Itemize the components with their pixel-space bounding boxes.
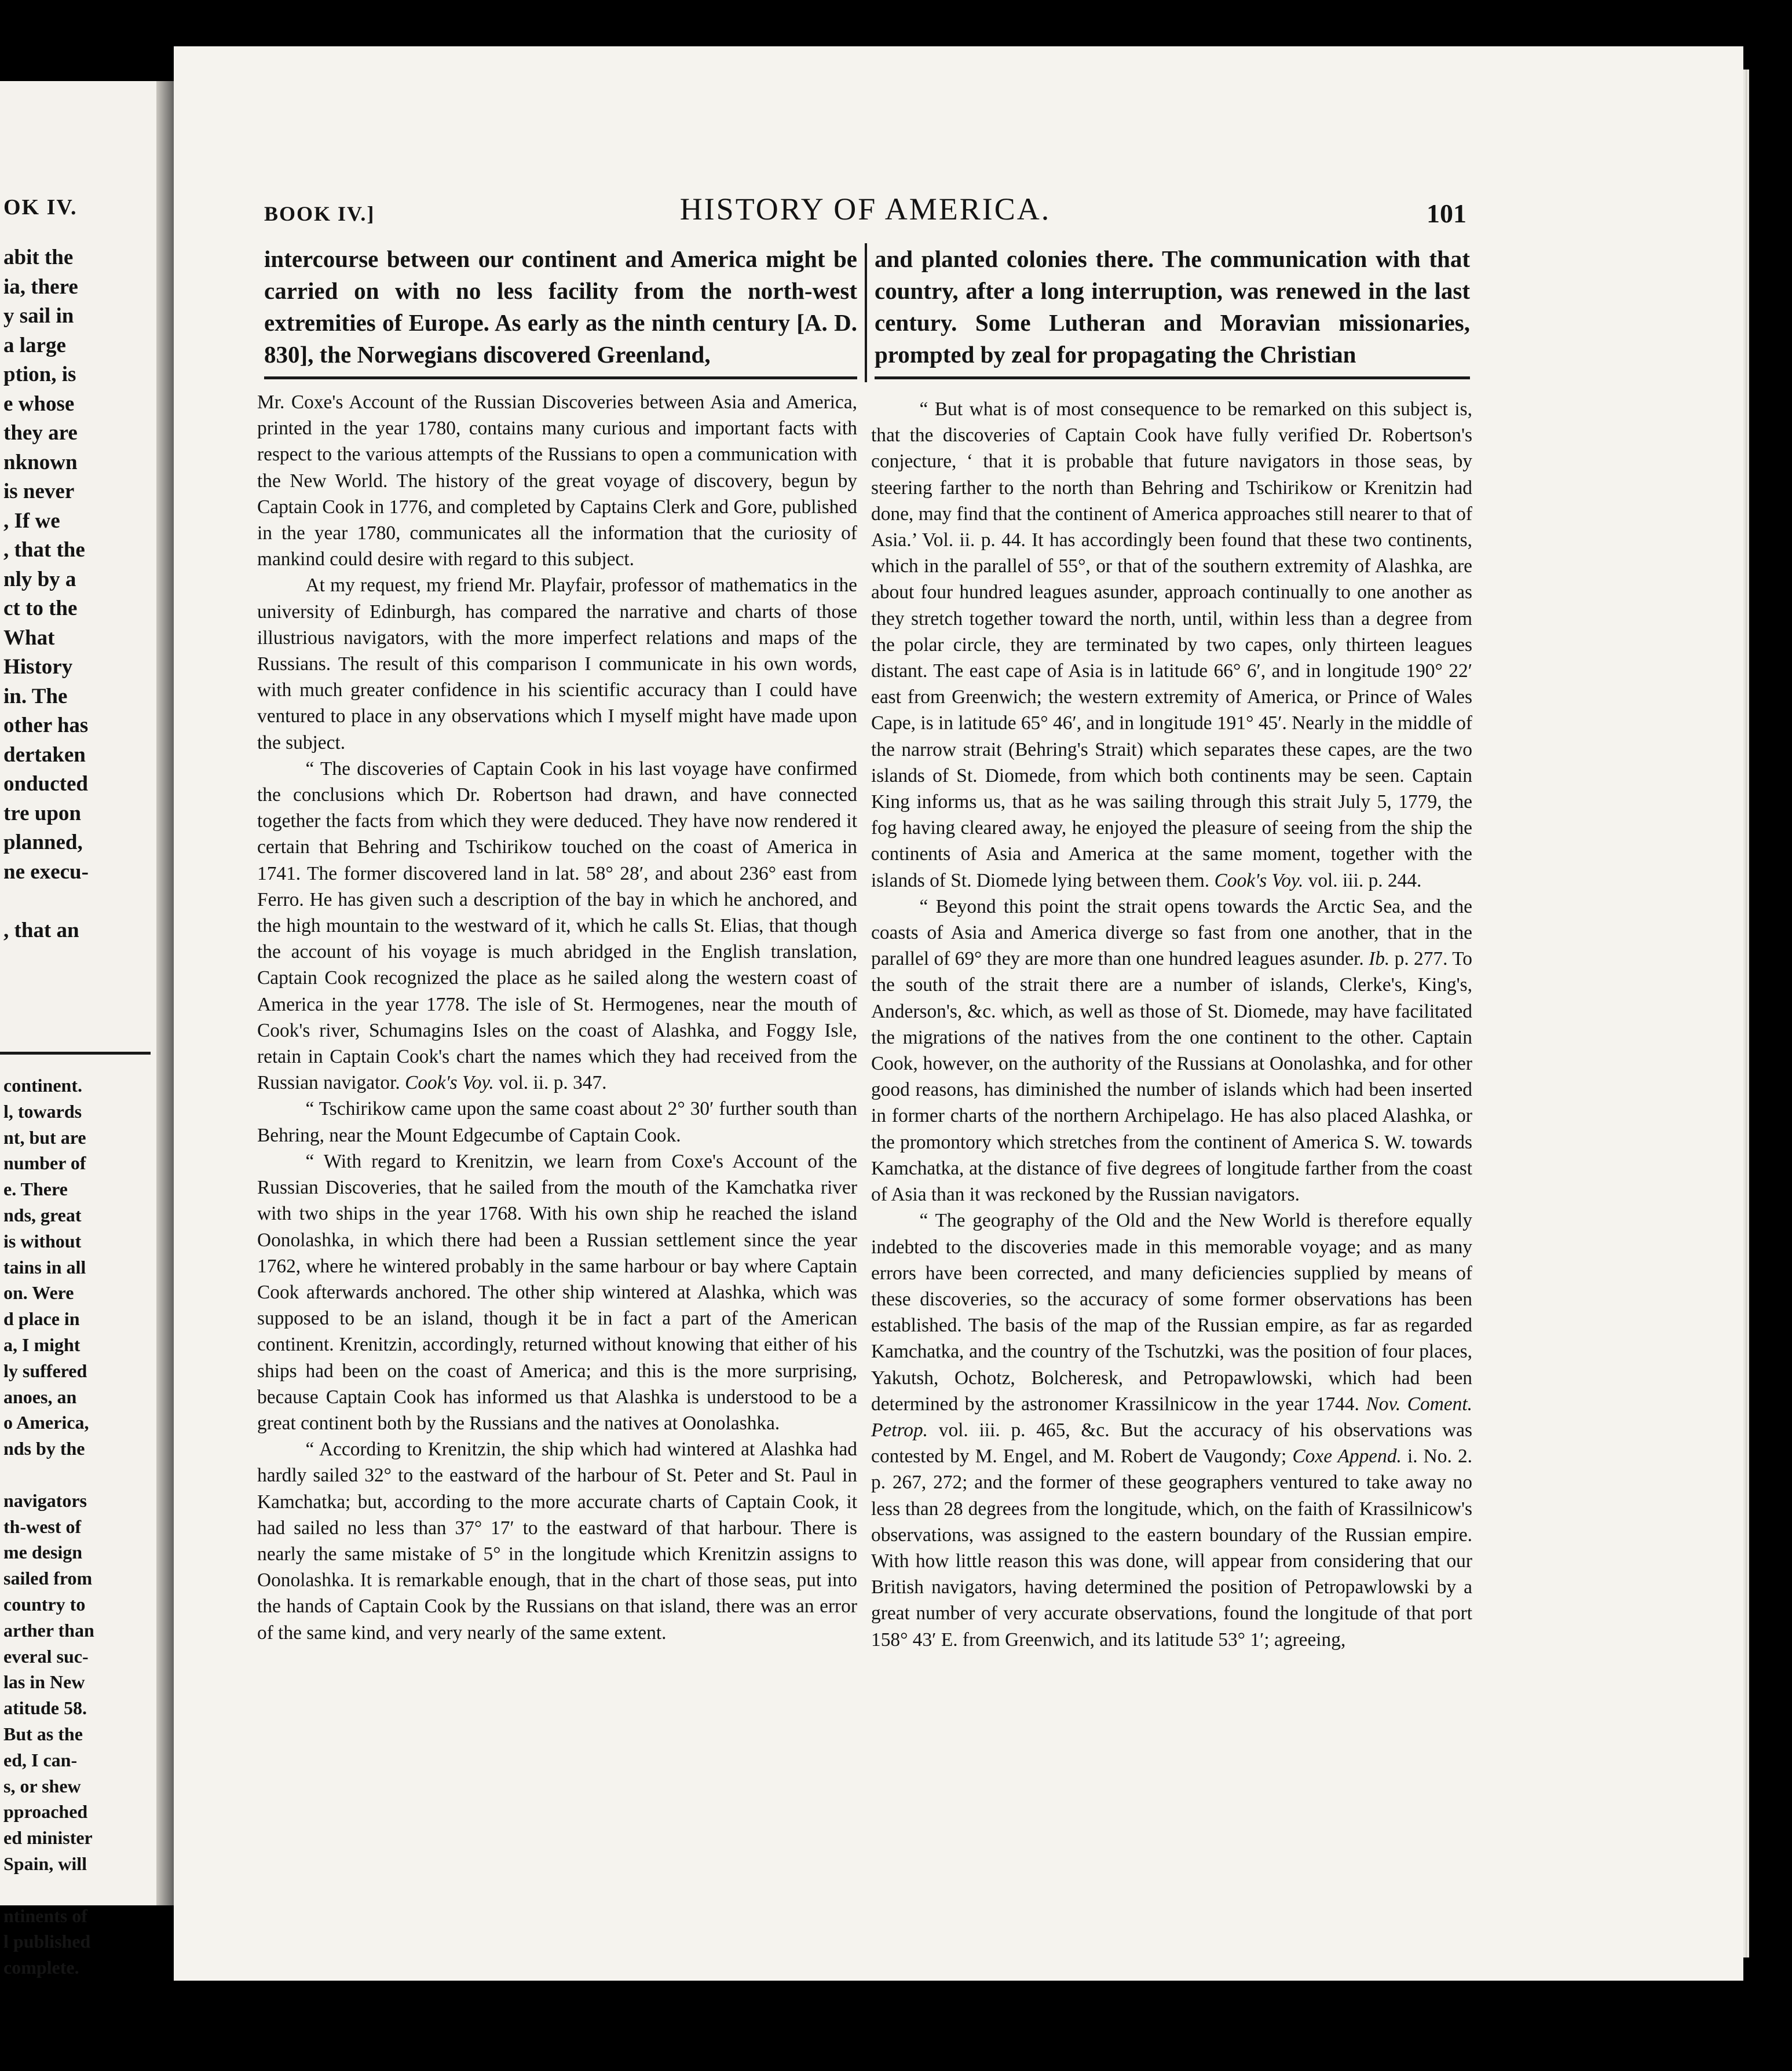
footnote-text: But the accuracy of his observations was contested by M. Engel, and M. Robert de Vaugondy; xyxy=(871,1419,1472,1468)
left-page-line: a large xyxy=(3,333,66,357)
left-page-line: everal suc- xyxy=(3,1645,89,1667)
left-page-line: onducted xyxy=(3,772,88,796)
left-page-line: on. Were xyxy=(3,1282,74,1304)
column-divider xyxy=(865,243,867,382)
left-page-line: e. There xyxy=(3,1179,68,1200)
footnote-paragraph xyxy=(871,894,1472,1208)
main-text-right-paragraph: and planted colonies there. The communication with that country, after a long interruption, was renewed in the last century. Some Lutheran and Moravian missionaries, prompted by zeal for propagating the Christian xyxy=(875,246,1470,368)
running-header xyxy=(264,191,1466,226)
left-page-line: History xyxy=(3,655,73,679)
footnote-paragraph xyxy=(871,396,1472,894)
left-page-line: ntinents of xyxy=(3,1905,87,1926)
left-page-line: tains in all xyxy=(3,1256,86,1278)
left-page-line: las in New xyxy=(3,1671,85,1693)
left-page-line: in. The xyxy=(3,684,68,708)
footnote-column-right xyxy=(871,396,1472,1653)
left-page-line: d place in xyxy=(3,1308,80,1330)
left-page-line: ct to the xyxy=(3,597,78,620)
left-page-line: ly suffered xyxy=(3,1360,87,1381)
left-page-line: atitude 58. xyxy=(3,1697,87,1719)
left-page-line: e whose xyxy=(3,391,75,416)
left-page-line: ption, is xyxy=(3,363,76,386)
footnote-text: “ The discoveries of Captain Cook in his last voyage have confirmed the conclusions which Dr. Robertson had drawn, and have connected together the facts from which they were deduced. They have now rendered it certain that Behring and Tschirikow touched on the coast of America in 1741. The former discovered land in lat. 58° 28′, and about 236° east from Ferro. He has given such a description of the bay in which he anchored, and the high mountain to the westward of it, which he calls St. Elias, that though the account of his voyage is much abridged in the English translation, Captain Cook recognized the place as he sailed along the western coast of America in the year 1778. The isle of St. Hermogenes, near the mouth of Cook's river, Schumagins Isles on the coast of Alashka, and Foggy Isle, retain in Captain Cook's chart the names which they had received from the Russian navigator. xyxy=(257,758,857,1094)
main-text-left xyxy=(264,243,857,371)
left-page-line: , that the xyxy=(3,538,85,562)
citation-detail: vol. iii. p. 465, &c. xyxy=(928,1419,1121,1441)
left-page-line: l, towards xyxy=(3,1100,82,1122)
left-page-line: nly by a xyxy=(3,567,76,591)
page-title: HISTORY OF AMERICA. xyxy=(679,192,1051,226)
left-page-line xyxy=(3,1462,94,1488)
left-page-line: nt, but are xyxy=(3,1126,86,1148)
left-page-line: dertaken xyxy=(3,742,86,767)
left-page-line: a, I might xyxy=(3,1334,81,1355)
citation: Coxe Append. xyxy=(1292,1446,1402,1468)
left-page-text xyxy=(3,243,89,945)
left-page-line: ia, there xyxy=(3,275,78,299)
left-page-line: But as the xyxy=(3,1723,83,1744)
left-page-line: ed, I can- xyxy=(3,1749,78,1770)
left-page-line: o America, xyxy=(3,1412,89,1433)
left-page-line: country to xyxy=(3,1593,86,1615)
adjacent-left-page xyxy=(0,81,174,1978)
left-page-line: abit the xyxy=(3,246,74,269)
footnote-text: and the former of these geographers ventured to take away no less than 28 degrees from the longitude, which, on the faith of Krassilnicow's observations, was assigned to the eastern boundary of the Russian empire. With how little reason this was done, will appear from considering that our British navigators, having determined the position of Petropawlowski by a great number of very accurate observations, found the longitude of that port 158° 43′ E. from Greenwich, and its latitude 53° 1′; agreeing, xyxy=(871,1472,1472,1651)
footnote-paragraph: “ With regard to Krenitzin, we learn from Coxe's Account of the Russian Discoveries, that he sailed from the mouth of the Kamchatka river with two ships in the year 1768. With his own ship he reached the island Oonolashka, in which there had been a Russian settlement since the year 1762, where he wintered probably in the same harbour or bay where Captain Cook afterwards anchored. The other ship wintered at Alashka, which was supposed to be an island, though it be in fact a part of the American continent. Krenitzin, accordingly, returned without knowing that either of his ships had been on the coast of America; and this is the more surprising, because Captain Cook has informed us that Alashka is understood to be a great continent both by the Russians and the natives at Oonolashka. xyxy=(257,1150,857,1434)
left-page-line: ne execu- xyxy=(3,859,89,884)
footnote-text: “ But what is of most consequence to be remarked on this subject is, that the discoveries of Captain Cook have fully verified Dr. Robertson's conjecture, ‘ that it is probable that future navigators in those seas, by steering farther to the north than Behring and Tschirikow or Krenitzin had done, may find that the continent of America approaches still nearer to that of Asia.’ Vol. ii. p. 44. It has accordingly been found that these two continents, which in the parallel of 55°, or that of the southern extremity of Alashka, are about four hundred leagues asunder, approach continually to one another as they stretch together toward the north, until, within less than a degree from the polar circle, they are terminated by two capes, only thirteen leagues distant. The east cape of Asia is in latitude 66° 6′, and in longitude 190° 22′ east from Greenwich; the western extremity of America, or Prince of Wales Cape, is in latitude 65° 46′, and in longitude 191° 45′. Nearly in the middle of the narrow strait (Behring's Strait) which separates these capes, are the two islands of St. Diomede, from which both continents may be seen. Captain King informs us, that as he was sailing through this strait July 5, 1779, the fog having cleared away, he enjoyed the pleasure of seeing from the ship the continents of Asia and America at the same moment, together with the islands of St. Diomede lying between them. xyxy=(871,398,1472,891)
left-page-line: continent. xyxy=(3,1075,82,1096)
left-page-rule xyxy=(0,1052,151,1055)
footnote-paragraph: At my request, my friend Mr. Playfair, professor of mathematics in the university of Edinburgh, has compared the narrative and charts of those illustrious navigators, with the more imperfect relations and maps of the Russians. The result of this comparison I communicate in his own words, with much greater confidence in his scientific accuracy than I could have ventured to place in any observations which I myself might have made upon the subject. xyxy=(257,575,857,753)
page-number: 101 xyxy=(1427,199,1466,228)
footnote-text: “ Beyond this point the strait opens towards the Arctic Sea, and the coasts of Asia and America diverge so fast from one another, that in the parallel of 69° they are more than one hundred leagues asunder. xyxy=(871,895,1472,970)
main-text-right xyxy=(875,243,1470,371)
footnote-paragraph xyxy=(871,1208,1472,1652)
left-page-line: pproached xyxy=(3,1801,88,1823)
left-page-line: l published xyxy=(3,1931,91,1952)
left-page-line: s, or shew xyxy=(3,1775,81,1796)
main-text-left-paragraph: intercourse between our continent and America might be carried on with no less facility from the north-west extremities of Europe. As early as the ninth century [A. D. 830], the Norwegians discovered Greenland, xyxy=(264,246,857,368)
left-page-line: y sail in xyxy=(3,304,74,328)
left-page-line: navigators xyxy=(3,1490,87,1511)
citation-detail: vol. iii. p. 244. xyxy=(1303,869,1422,891)
left-page-line: complete. xyxy=(3,1957,79,1978)
left-page-line: they are xyxy=(3,421,78,445)
left-page-line: planned, xyxy=(3,830,83,854)
citation: Ib. xyxy=(1369,948,1390,970)
footnote-paragraph: “ According to Krenitzin, the ship which had wintered at Alashka had hardly sailed 32° to the eastward of the harbour of St. Peter and St. Paul in Kamchatka; but, according to the more accurate charts of Captain Cook, it had sailed no less than 37° 17′ to the eastward of that harbour. There is nearly the same mistake of 5° in the longitude which Krenitzin assigns to Oonolashka. It is remarkable enough, that in the chart of those seas, put into the hands of Captain Cook by the Russians on that island, there was an error of the same kind, and very nearly of the same extent. xyxy=(257,1439,857,1644)
left-page-line: sailed from xyxy=(3,1568,93,1589)
citation: Cook's Voy. xyxy=(1214,869,1304,891)
left-page-line: is without xyxy=(3,1230,82,1252)
footnote-paragraph: “ Tschirikow came upon the same coast about 2° 30′ further south than Behring, near the Mount Edgecumbe of Captain Cook. xyxy=(257,1098,857,1146)
left-page-line: , If we xyxy=(3,508,60,533)
left-page-line: arther than xyxy=(3,1619,94,1641)
left-page-line: th-west of xyxy=(3,1516,82,1537)
footnote-paragraph: Mr. Coxe's Account of the Russian Discoveries between Asia and America, printed in the year 1780, contains many curious and important facts with respect to the various attempts of the Russians to open a communication with the New World. The history of the great voyage of discovery, begun by Captain Cook in 1776, and completed by Captains Clerk and Gore, published in the year 1780, communicates all the information that the curiosity of mankind could desire with regard to this subject. xyxy=(257,391,857,570)
left-page-line: Spain, will xyxy=(3,1853,87,1874)
citation-detail: p. 277. xyxy=(1389,948,1448,970)
footnote-text: To the south of the strait there are a number of islands, Clerke's, King's, Anderson's, &c. which, as well as those of St. Diomede, may have facilitated the migrations of the natives from the one continent to the other. Captain Cook, however, on the authority of the Russians at Oonolashka, and for other good reasons, has diminished the number of islands which had been inserted in former charts of the northern Archipelago. He has also placed Alashka, or the promontory which stretches from the continent of America S. W. towards Kamchatka, at the distance of five degrees of longitude farther from the coast of Asia than it was reckoned by the Russian navigators. xyxy=(871,948,1472,1206)
left-page-line: me design xyxy=(3,1542,82,1563)
left-page-line: nds by the xyxy=(3,1438,85,1459)
left-page-notes xyxy=(3,1073,94,1981)
left-page-line: other has xyxy=(3,713,89,737)
citation-detail: vol. ii. p. 347. xyxy=(493,1072,607,1094)
left-page-line: number of xyxy=(3,1152,86,1174)
footnote-rule-left xyxy=(264,376,857,379)
left-page-line: , that an xyxy=(3,918,79,942)
footnote-column-left xyxy=(257,389,857,1646)
left-page-header: OK IV. xyxy=(3,195,78,219)
left-page-line: is never xyxy=(3,480,75,503)
left-page-line: anoes, an xyxy=(3,1386,77,1407)
left-page-line xyxy=(3,1877,94,1903)
left-page-line xyxy=(3,887,89,916)
left-page-line: nknown xyxy=(3,450,78,474)
citation: Nov. Coment. Petrop. xyxy=(871,1393,1472,1441)
citation: Cook's Voy. xyxy=(405,1072,494,1094)
left-page-line: What xyxy=(3,625,55,650)
book-label: BOOK IV.] xyxy=(264,202,375,225)
left-page-line: nds, great xyxy=(3,1204,82,1225)
left-page-line: ed minister xyxy=(3,1827,93,1849)
citation-detail: i. No. 2. p. 267, 272; xyxy=(871,1446,1472,1494)
left-page-line: tre upon xyxy=(3,801,81,825)
footnote-rule-right xyxy=(875,376,1470,379)
footnote-paragraph xyxy=(257,756,857,1096)
footnote-text: “ The geography of the Old and the New World is therefore equally indebted to the discoveries made in this memorable voyage; and as many errors have been corrected, and many deficiencies supplied by means of these discoveries, so the accuracy of some former observations has been established. The basis of the map of the Russian empire, as far as regarded Kamchatka, and the country of the Tschutzki, was the position of four places, Yakutsh, Ochotz, Bolcheresk, and Petropawlowski, which had been determined by the astronomer Krassilnicow in the year 1744. xyxy=(871,1210,1472,1415)
